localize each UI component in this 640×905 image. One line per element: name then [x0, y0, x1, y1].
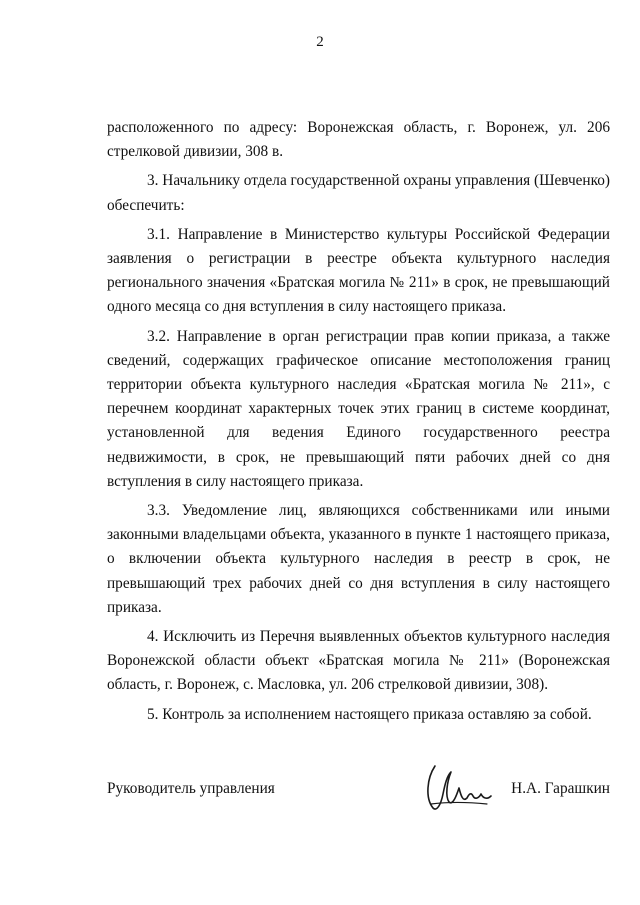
paragraph-item-3-2: 3.2. Направление в орган регистрации прав копии приказа, а также сведений, содержащих графическое описание местоположения границ территории объекта культурного наследия «Братская могила № 211», с перечнем координат характерных точек этих границ в системе координат, установленной для ведения Единого государственного реестра недвижимости, в срок, не превышающий пяти рабочих дней со дня вступления в силу настоящего приказа.: [107, 327, 610, 490]
signer-name: Н.А. Гарашкин: [511, 780, 610, 797]
document-body: [107, 116, 610, 727]
page-number: 2: [316, 34, 324, 50]
paragraph-item-4: 4. Исключить из Перечня выявленных объектов культурного наследия Воронежской области объект «Братская могила № 211» (Воронежская область, г. Воронеж, с. Масловка, ул. 206 стрелковой дивизии, 308).: [107, 628, 610, 694]
paragraph-item-3-3: 3.3. Уведомление лиц, являющихся собственниками или иными законными владельцами объекта, указанного в пункте 1 настоящего приказа, о включении объекта культурного наследия в реестр в срок, не превышающий трех рабочих дней со дня вступления в силу настоящего приказа.: [107, 502, 610, 616]
signature-block: [107, 778, 610, 808]
paragraph-address: расположенного по адресу: Воронежская область, г. Воронеж, ул. 206 стрелковой дивизии, 308 в.: [107, 119, 610, 161]
paragraph-item-3: 3. Начальнику отдела государственной охраны управления (Шевченко) обеспечить:: [107, 172, 611, 214]
handwritten-signature-icon: [417, 758, 497, 818]
paragraph-item-5: 5. Контроль за исполнением настоящего приказа оставляю за собой.: [147, 705, 592, 723]
paragraph-item-3-1: 3.1. Направление в Министерство культуры Российской Федерации заявления о регистрации в реестре объекта культурного наследия регионального значения «Братская могила № 211» в срок, не превышающий одного месяца со дня вступления в силу настоящего приказа.: [107, 225, 610, 316]
signer-title: Руководитель управления: [107, 780, 275, 797]
